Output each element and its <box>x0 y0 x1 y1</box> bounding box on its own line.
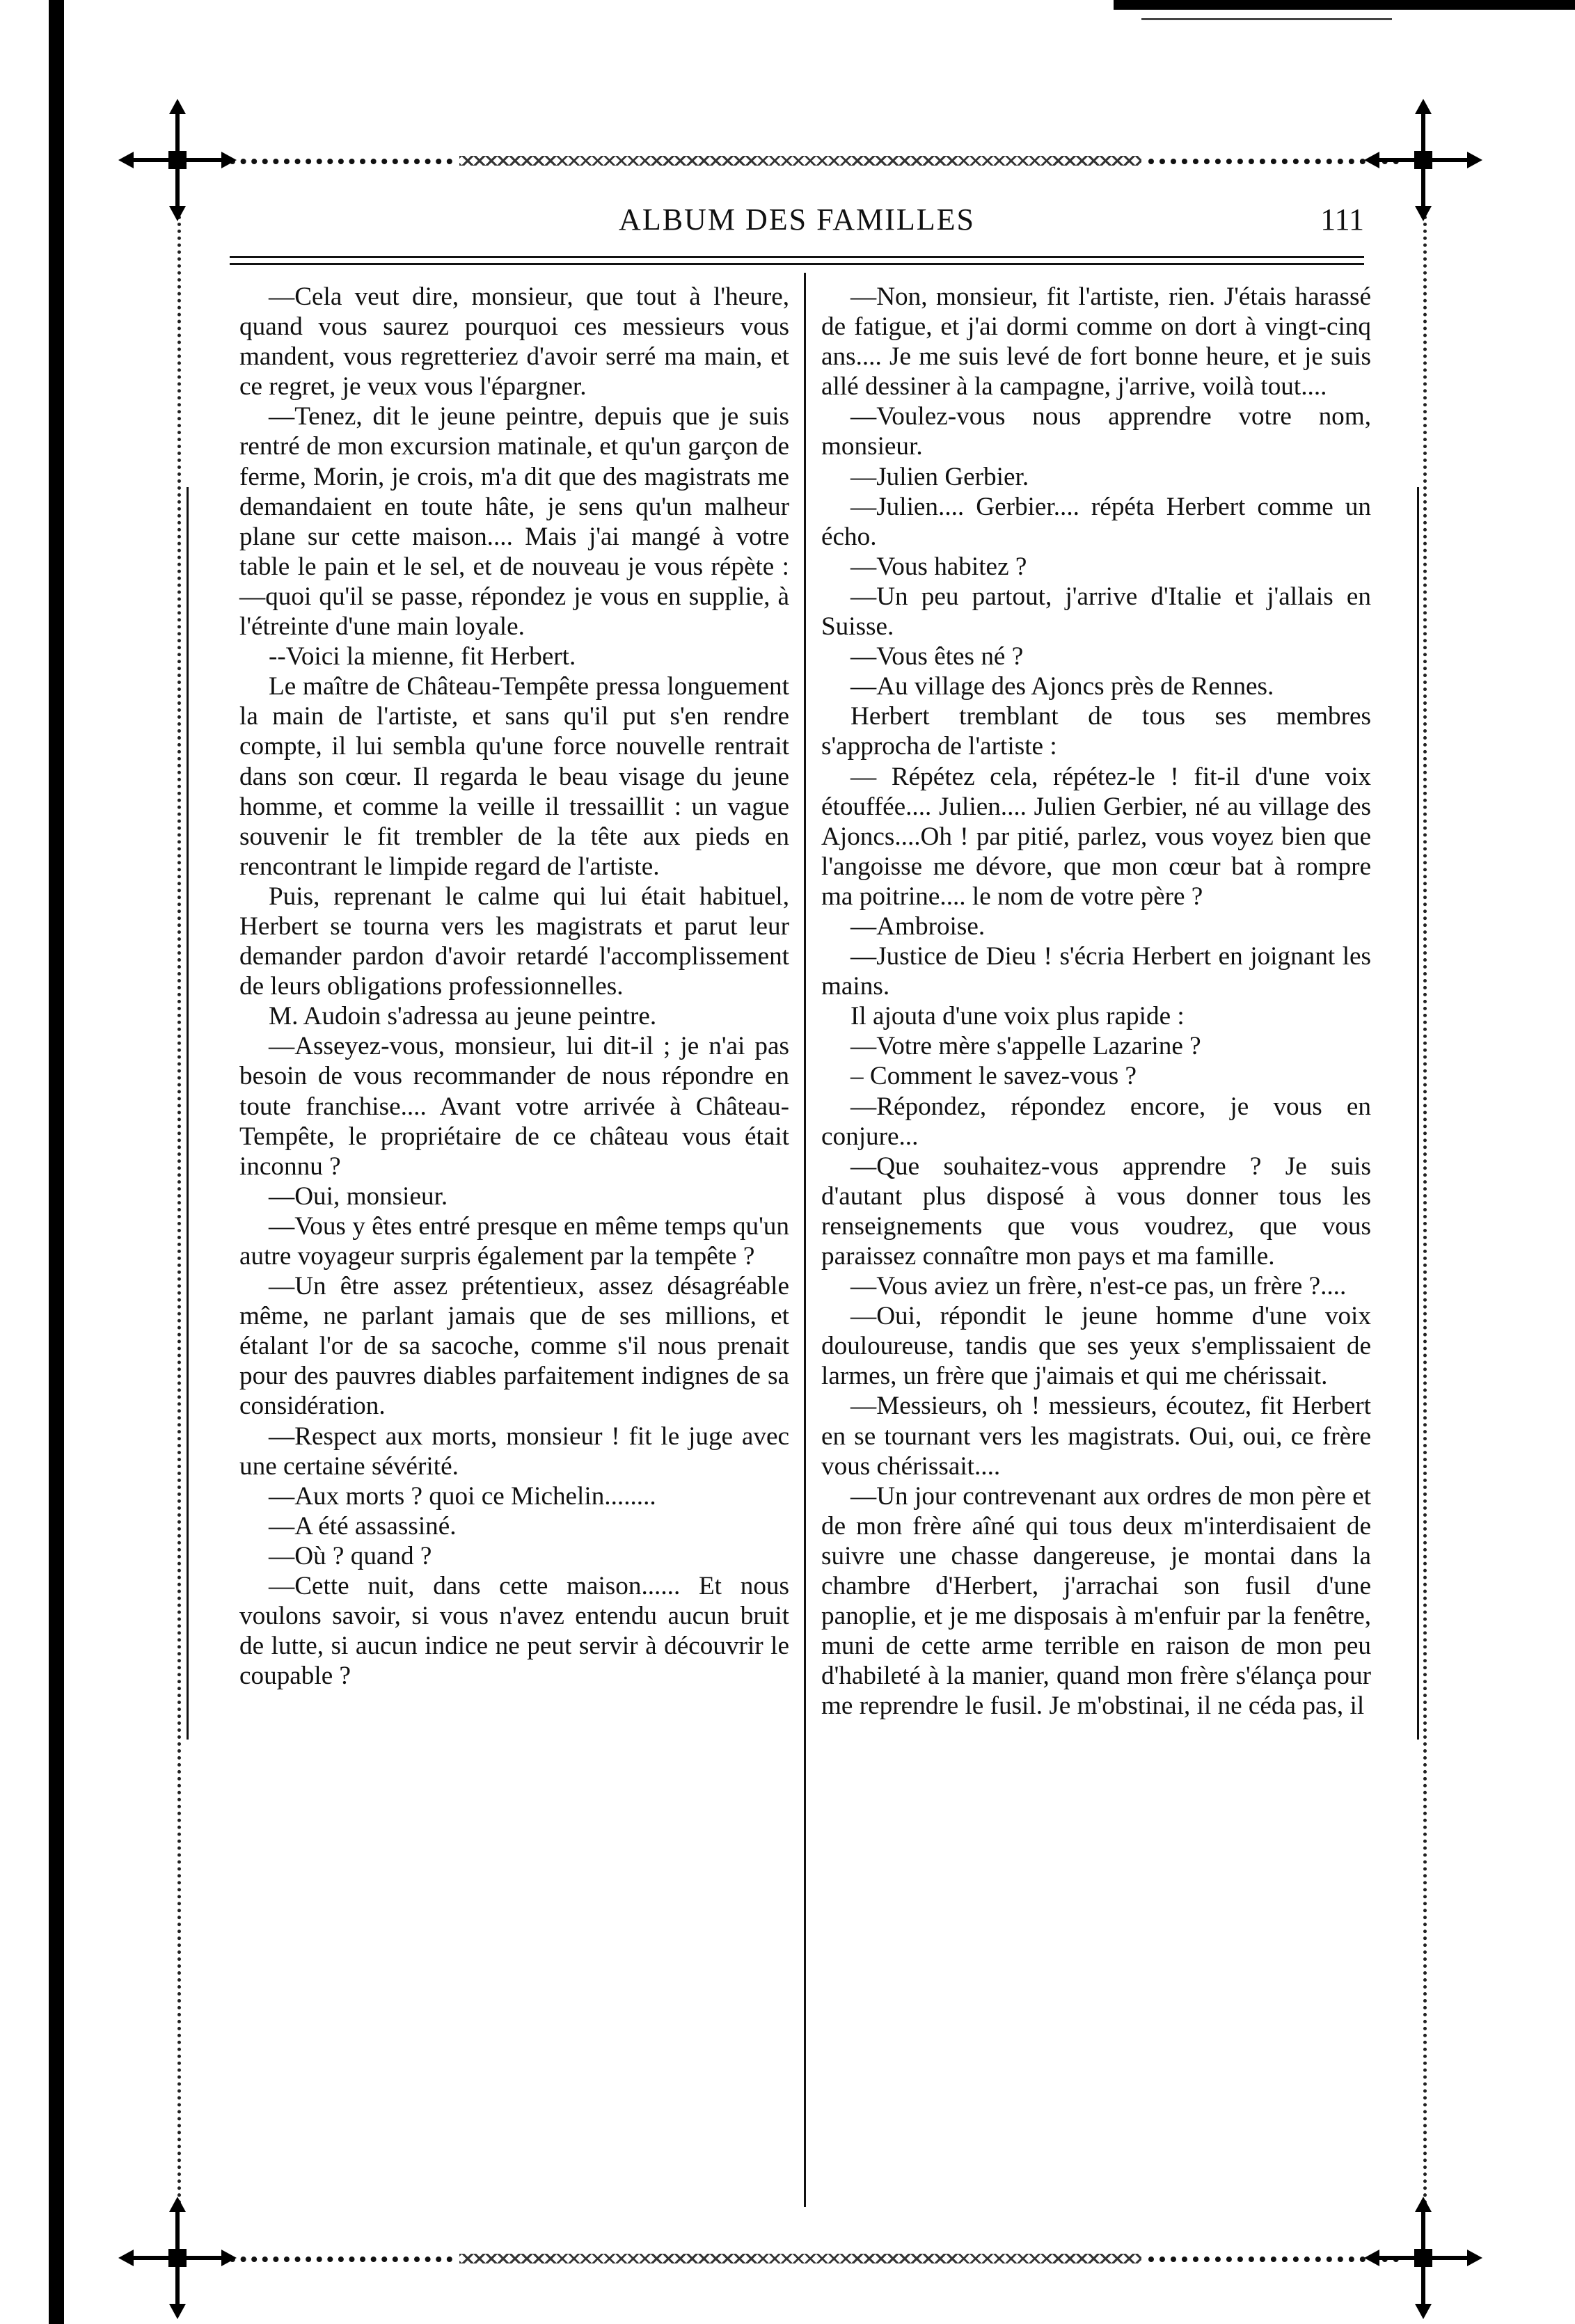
corner-ornament-bottom-left <box>157 2237 198 2279</box>
frame-top-dots-right <box>1148 159 1399 164</box>
paragraph: —Où ? quand ? <box>269 1541 432 1570</box>
paragraph: —Messieurs, oh ! messieurs, écoutez, fit Herbert en se tournant vers les magistrats. Oui, oui, ce frère vous chérissait.... <box>821 1392 1371 1481</box>
paragraph: —Asseyez-vous, monsieur, lui dit-il ; je n'ai pas besoin de vous recommander de nous répondre en toute franchise.... Avant votre arrivée à Château-Tempête, le propriétaire de ce château vous était inconnu ? <box>239 1032 789 1181</box>
paragraph: Herbert tremblant de tous ses membres s'approcha de l'artiste : <box>821 702 1371 761</box>
paragraph: —Tenez, dit le jeune peintre, depuis que je suis rentré de mon excursion matinale, et qu'un garçon de ferme, Morin, je crois, m'a dit que des magistrats me demandaient en toute hâte, je sens qu'un malheur plane sur cette maison.... Mais j'ai mangé à votre table le pain et le sel, et de nouveau je vous répète :—quoi qu'il se passe, répondez je vous en supplie, à l'étreinte d'une main loyale. <box>239 402 789 642</box>
frame-left-dots <box>177 209 181 2213</box>
frame-left-line <box>187 487 189 1740</box>
paragraph: —Julien Gerbier. <box>850 462 1029 491</box>
paragraph: —Vous y êtes entré presque en même temps qu'un autre voyageur surpris également par la tempête ? <box>239 1211 789 1271</box>
paragraph: —Non, monsieur, fit l'artiste, rien. J'étais harassé de fatigue, et j'ai dormi comme on dort à vingt-cinq ans.... Je me suis levé de fort bonne heure, et je suis allé dessiner à la campagne, j'arrive, voilà tout.... <box>821 282 1371 401</box>
frame-top-wave <box>459 156 1141 166</box>
scan-edge-bar <box>1114 0 1575 10</box>
page-header <box>230 195 1364 250</box>
frame-right-line <box>1417 487 1419 1740</box>
paragraph: —Oui, répondit le jeune homme d'une voix douloureuse, tandis que ses yeux s'emplissaient de larmes, un frère que j'aimais et qui me chérissait. <box>821 1302 1371 1391</box>
paragraph: —Votre mère s'appelle Lazarine ? <box>850 1032 1201 1061</box>
paragraph: —Respect aux morts, monsieur ! fit le juge avec une certaine sévérité. <box>239 1422 789 1481</box>
paragraph: —Aux morts ? quoi ce Michelin........ <box>269 1481 656 1511</box>
paragraph: —Oui, monsieur. <box>269 1181 448 1211</box>
paragraph: --Voici la mienne, fit Herbert. <box>269 642 576 671</box>
running-title: ALBUM DES FAMILLES <box>619 202 975 237</box>
frame-top-dots-left <box>230 159 452 164</box>
frame-bottom-dots-left <box>230 2257 452 2262</box>
corner-ornament-top-right <box>1402 139 1444 181</box>
paragraph: — Répétez cela, répétez-le ! fit-il d'une voix étouffée.... Julien.... Julien Gerbier, né au village des Ajoncs....Oh ! par pitié, parlez, vous voyez bien que l'angoisse me dévore, que mon cœur bat à rompre ma poitrine.... le nom de votre père ? <box>821 762 1371 911</box>
binding-edge <box>49 0 64 2324</box>
paragraph: —Vous habitez ? <box>850 552 1027 581</box>
paragraph: —Répondez, répondez encore, je vous en conjure... <box>821 1092 1371 1151</box>
paragraph: —Au village des Ajoncs près de Rennes. <box>850 672 1274 701</box>
right-column <box>821 282 1371 1721</box>
frame-right-dots <box>1423 209 1427 2213</box>
paragraph: —Un être assez prétentieux, assez désagréable même, ne parlant jamais que de ses millions, et étalant l'or de sa sacoche, comme s'il nous prenait pour des pauvres diables parfaitement indignes de sa considération. <box>239 1272 789 1421</box>
column-divider <box>804 273 806 2207</box>
frame-bottom-wave <box>459 2254 1141 2263</box>
paragraph: —Cette nuit, dans cette maison...... Et nous voulons savoir, si vous n'avez entendu aucun bruit de lutte, si aucun indice ne peut servir à découvrir le coupable ? <box>239 1572 789 1691</box>
header-rule-lower <box>230 263 1364 265</box>
paragraph: —Vous êtes né ? <box>850 642 1024 671</box>
frame-bottom-dots-right <box>1148 2257 1399 2262</box>
paragraph: —Un peu partout, j'arrive d'Italie et j'allais en Suisse. <box>821 582 1371 642</box>
scan-edge-line <box>1141 18 1392 20</box>
paragraph: Le maître de Château-Tempête pressa longuement la main de l'artiste, et sans qu'il put s'en rendre compte, il lui sembla qu'une force nouvelle rentrait dans son cœur. Il regarda le beau visage du jeune homme, et comme la veille il tressaillit : un vague souvenir le fit trembler de la tête aux pieds en rencontrant le limpide regard de l'artiste. <box>239 672 789 881</box>
paragraph: —Que souhaitez-vous apprendre ? Je suis d'autant plus disposé à vous donner tous les renseignements que vous voudrez, que vous paraissez connaître mon pays et ma famille. <box>821 1152 1371 1271</box>
paragraph: M. Audoin s'adressa au jeune peintre. <box>269 1002 657 1031</box>
paragraph: —Ambroise. <box>850 912 986 941</box>
left-column <box>239 282 789 1691</box>
paragraph: —Justice de Dieu ! s'écria Herbert en joignant les mains. <box>821 942 1371 1001</box>
paragraph: Il ajouta d'une voix plus rapide : <box>850 1002 1185 1031</box>
corner-ornament-bottom-right <box>1402 2237 1444 2279</box>
page-number: 111 <box>1320 202 1364 237</box>
paragraph: – Comment le savez-vous ? <box>850 1062 1137 1091</box>
paragraph: —Cela veut dire, monsieur, que tout à l'heure, quand vous saurez pourquoi ces messieurs vous mandent, vous regretteriez d'avoir serré ma main, et ce regret, je veux vous l'épargner. <box>239 282 789 401</box>
paragraph: Puis, reprenant le calme qui lui était habituel, Herbert se tourna vers les magistrats et parut leur demander pardon d'avoir retardé l'accomplissement de leurs obligations professionnelles. <box>239 882 789 1001</box>
header-rule-upper <box>230 256 1364 258</box>
corner-ornament-top-left <box>157 139 198 181</box>
paragraph: —Vous aviez un frère, n'est-ce pas, un frère ?.... <box>850 1272 1347 1301</box>
paragraph: —Julien.... Gerbier.... répéta Herbert comme un écho. <box>821 492 1371 551</box>
paragraph: —Voulez-vous nous apprendre votre nom, monsieur. <box>821 402 1371 461</box>
paragraph: —Un jour contrevenant aux ordres de mon père et de mon frère aîné qui tous deux m'interdisaient de suivre une chasse dangereuse, je montai dans la chambre d'Herbert, j'arrachai son fusil d'une panoplie, et je me disposais à m'enfuir par la fenêtre, muni de cette arme terrible en raison de mon peu d'habileté à la manier, quand mon frère s'élança pour me reprendre le fusil. Je m'obstinai, il ne céda pas, il <box>821 1481 1371 1721</box>
paragraph: —A été assassiné. <box>269 1511 457 1541</box>
